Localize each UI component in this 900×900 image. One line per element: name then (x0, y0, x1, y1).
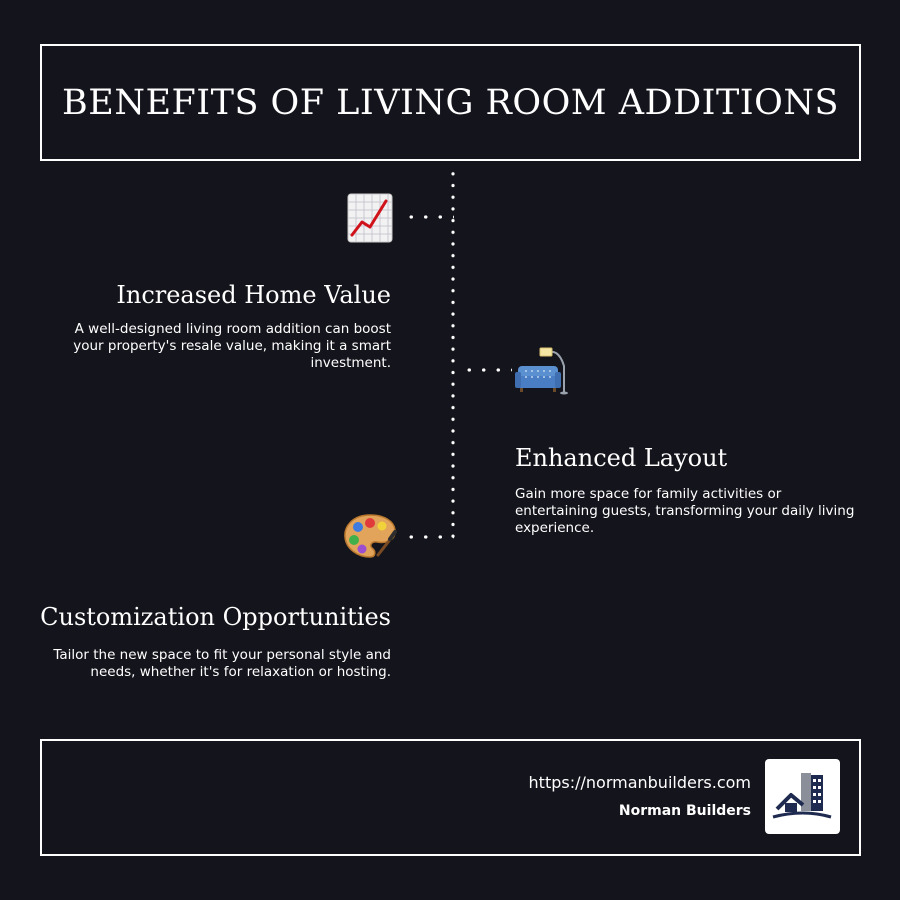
benefit-description-layout: Gain more space for family activities or entertaining guests, transforming your daily living experience. (515, 486, 855, 536)
timeline-connector-2 (462, 368, 512, 372)
benefit-heading-layout: Enhanced Layout (515, 444, 728, 472)
couch-and-lamp-icon (514, 344, 570, 400)
timeline-vertical-dotted-line (451, 168, 455, 542)
benefit-description-customization: Tailor the new space to fit your personal style and needs, whether it's for relaxation or hosting. (53, 647, 391, 680)
artist-palette-icon (342, 511, 398, 561)
page-title: BENEFITS OF LIVING ROOM ADDITIONS (62, 82, 839, 123)
chart-increasing-icon (344, 192, 396, 244)
footer (40, 739, 861, 856)
title-banner (40, 44, 861, 161)
benefit-description-home-value: A well-designed living room addition can boost your property's resale value, making it a smart investment. (73, 321, 391, 371)
brand-name: Norman Builders (618, 803, 751, 819)
benefit-heading-customization: Customization Opportunities (40, 603, 391, 631)
timeline-connector-1 (404, 215, 454, 219)
timeline-connector-3 (404, 535, 454, 539)
website-link[interactable]: https://normanbuilders.com (528, 773, 751, 792)
benefit-heading-home-value: Increased Home Value (116, 281, 391, 309)
building-logo-icon (765, 759, 840, 834)
